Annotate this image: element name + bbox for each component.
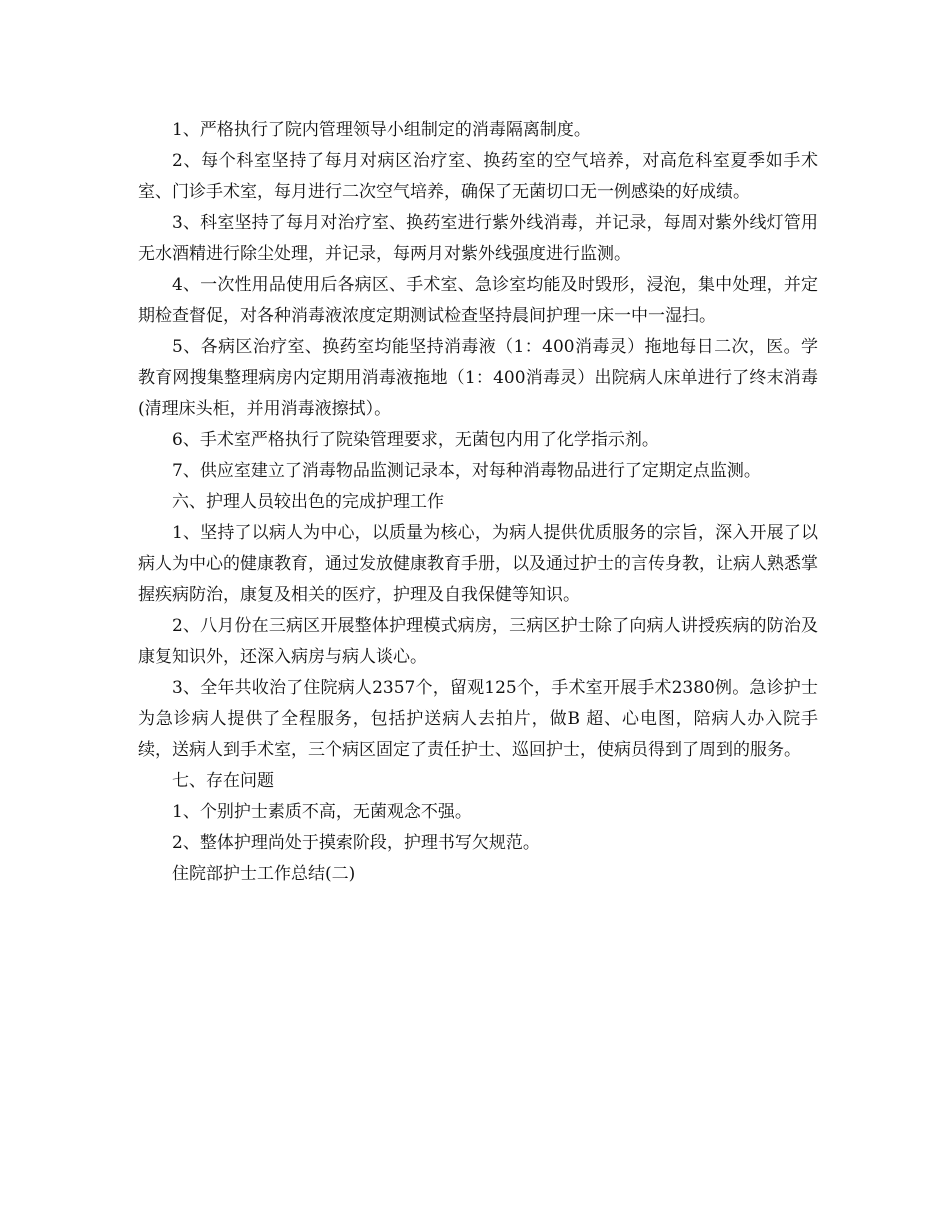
paragraph-supply-room: 7、供应室建立了消毒物品监测记录本，对每种消毒物品进行了定期定点监测。 [172, 461, 761, 481]
paragraph-floor-disinfection: 5、各病区治疗室、换药室均能坚持消毒液（1：400消毒灵）拖地每日二次，医。学教育网搜集整理病房内定期用消毒液拖地（1：400消毒灵）出院病人床单进行了终末消毒(清理床头柜，并用消毒液擦拭）。 [138, 337, 818, 419]
paragraph-disinfection-system: 1、严格执行了院内管理领导小组制定的消毒隔离制度。 [172, 120, 591, 140]
paragraph-problem-quality: 1、个别护士素质不高，无菌观念不强。 [172, 802, 472, 822]
section-heading-summary-two: 住院部护士工作总结(二) [172, 864, 356, 884]
document-body [138, 115, 818, 890]
paragraph-annual-statistics: 3、全年共收治了住院病人2357个，留观125个，手术室开展手术2380例。急诊护士为急诊病人提供了全程服务，包括护送病人去拍片，做B 超、心电图，陪病人办入院手续，送病人到手术室，三个病区固定了责任护士、巡回护士，使病员得到了周到的服务。 [138, 678, 818, 760]
paragraph-holistic-nursing: 2、八月份在三病区开展整体护理模式病房，三病区护士除了向病人讲授疾病的防治及康复知识外，还深入病房与病人谈心。 [138, 616, 818, 667]
section-heading-nursing-work: 六、护理人员较出色的完成护理工作 [172, 492, 444, 512]
section-heading-problems: 七、存在问题 [172, 771, 274, 791]
paragraph-problem-records: 2、整体护理尚处于摸索阶段，护理书写欠规范。 [172, 833, 540, 853]
paragraph-uv-disinfection: 3、科室坚持了每月对治疗室、换药室进行紫外线消毒，并记录，每周对紫外线灯管用无水酒精进行除尘处理，并记录，每两月对紫外线强度进行监测。 [138, 213, 818, 264]
paragraph-operating-room: 6、手术室严格执行了院染管理要求，无菌包内用了化学指示剂。 [172, 430, 659, 450]
paragraph-patient-centered: 1、坚持了以病人为中心，以质量为核心，为病人提供优质服务的宗旨，深入开展了以病人为中心的健康教育，通过发放健康教育手册，以及通过护士的言传身教，让病人熟悉掌握疾病防治，康复及相关的医疗，护理及自我保健等知识。 [138, 523, 818, 605]
paragraph-air-culture: 2、每个科室坚持了每月对病区治疗室、换药室的空气培养，对高危科室夏季如手术室、门诊手术室，每月进行二次空气培养，确保了无菌切口无一例感染的好成绩。 [138, 151, 818, 202]
paragraph-disposable-items: 4、一次性用品使用后各病区、手术室、急诊室均能及时毁形，浸泡，集中处理，并定期检查督促，对各种消毒液浓度定期测试检查坚持晨间护理一床一中一湿扫。 [138, 275, 818, 326]
